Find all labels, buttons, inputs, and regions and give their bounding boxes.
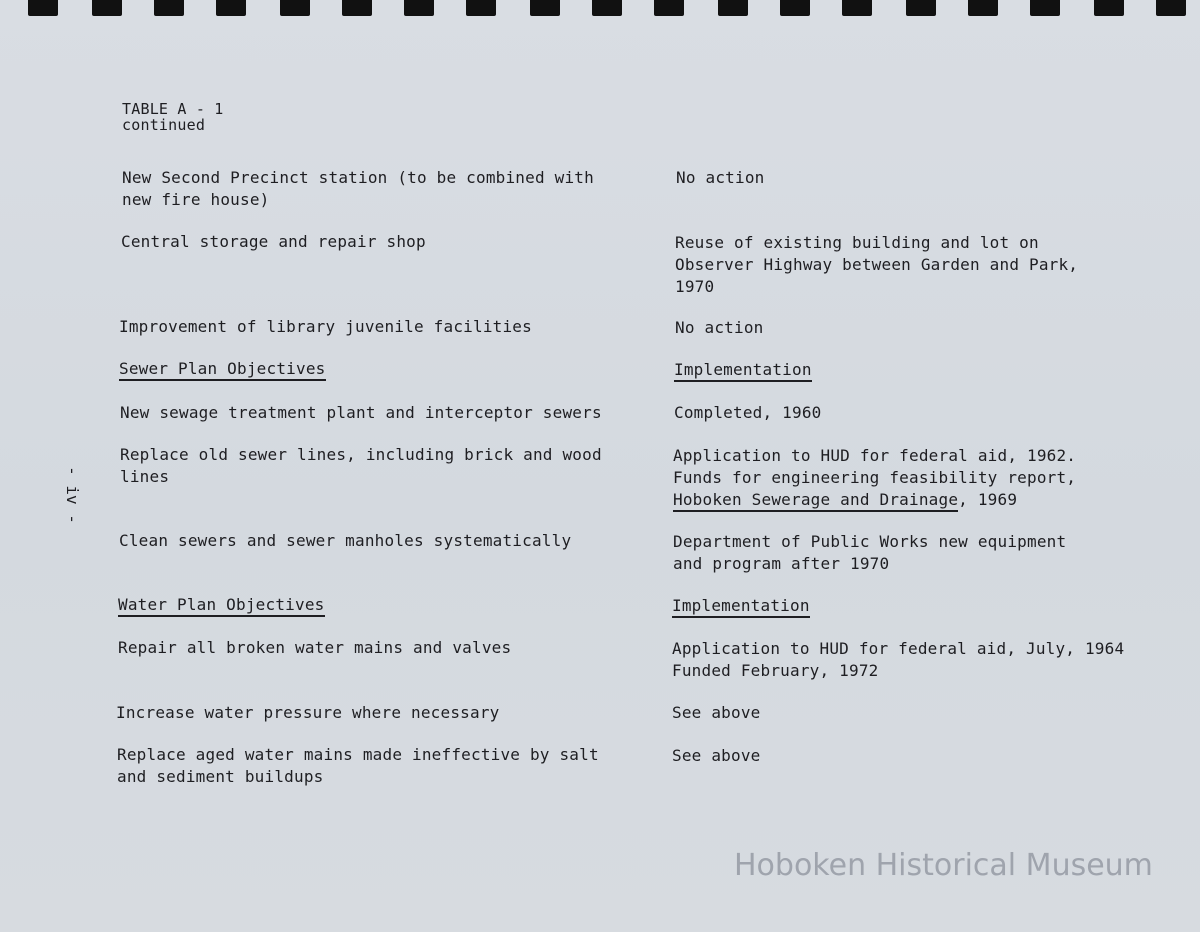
- objective-text: Increase water pressure where necessary: [116, 703, 500, 722]
- implementation-heading: [672, 595, 810, 617]
- implementation-heading: [674, 359, 812, 381]
- implementation-text: Completed, 1960: [674, 403, 822, 422]
- binding-hole: [1030, 0, 1060, 16]
- report-year: , 1969: [958, 490, 1018, 509]
- implementation-text: See above: [672, 703, 761, 722]
- section-heading-water: [118, 594, 325, 616]
- section-heading-label: Water Plan Objectives: [118, 595, 325, 617]
- museum-watermark: Hoboken Historical Museum: [734, 848, 1153, 883]
- table-title: TABLE A - 1: [122, 100, 224, 118]
- implementation-text: 1970: [675, 277, 715, 296]
- binding-hole: [968, 0, 998, 16]
- binding-hole: [1156, 0, 1186, 16]
- binding-hole: [1094, 0, 1124, 16]
- objective-text: New Second Precinct station (to be combined with: [122, 168, 594, 187]
- binding-hole: [154, 0, 184, 16]
- binding-hole: [592, 0, 622, 16]
- section-heading-sewer: [119, 358, 326, 380]
- binding-hole: [718, 0, 748, 16]
- implementation-text: No action: [676, 168, 765, 187]
- report-title: Hoboken Sewerage and Drainage: [673, 490, 958, 512]
- objective-text: Improvement of library juvenile facilities: [119, 317, 532, 336]
- implementation-text: No action: [675, 318, 764, 337]
- page-number: - iv -: [63, 466, 83, 524]
- binding-hole: [906, 0, 936, 16]
- implementation-text: Funded February, 1972: [672, 661, 879, 680]
- objective-text: Repair all broken water mains and valves: [118, 638, 512, 657]
- implementation-text: See above: [672, 746, 761, 765]
- implementation-text: Reuse of existing building and lot on: [675, 233, 1039, 252]
- binding-hole: [466, 0, 496, 16]
- binding-hole: [404, 0, 434, 16]
- binding-hole: [280, 0, 310, 16]
- objective-text: lines: [120, 467, 170, 486]
- binding-hole: [654, 0, 684, 16]
- binding-hole: [530, 0, 560, 16]
- implementation-text: Funds for engineering feasibility report,: [673, 468, 1077, 487]
- binding-hole: [842, 0, 872, 16]
- spiral-binding: [0, 0, 1200, 18]
- table-subtitle: continued: [122, 116, 206, 134]
- binding-hole: [780, 0, 810, 16]
- implementation-text: Department of Public Works new equipment: [673, 532, 1067, 551]
- binding-hole: [92, 0, 122, 16]
- objective-text: Replace old sewer lines, including brick and wood: [120, 445, 602, 464]
- implementation-text: Observer Highway between Garden and Park,: [675, 255, 1079, 274]
- section-heading-label: Sewer Plan Objectives: [119, 359, 326, 381]
- objective-text: Central storage and repair shop: [121, 232, 426, 251]
- implementation-heading-label: Implementation: [672, 596, 810, 618]
- objective-text: and sediment buildups: [117, 767, 324, 786]
- implementation-text: and program after 1970: [673, 554, 890, 573]
- objective-text: Replace aged water mains made ineffective by salt: [117, 745, 599, 764]
- objective-text: new fire house): [122, 190, 270, 209]
- report-citation: [673, 489, 1017, 511]
- binding-hole: [216, 0, 246, 16]
- implementation-heading-label: Implementation: [674, 360, 812, 382]
- binding-hole: [28, 0, 58, 16]
- binding-hole: [342, 0, 372, 16]
- implementation-text: Application to HUD for federal aid, July, 1964: [672, 639, 1125, 658]
- objective-text: Clean sewers and sewer manholes systematically: [119, 531, 572, 550]
- implementation-text: Application to HUD for federal aid, 1962.: [673, 446, 1077, 465]
- objective-text: New sewage treatment plant and interceptor sewers: [120, 403, 602, 422]
